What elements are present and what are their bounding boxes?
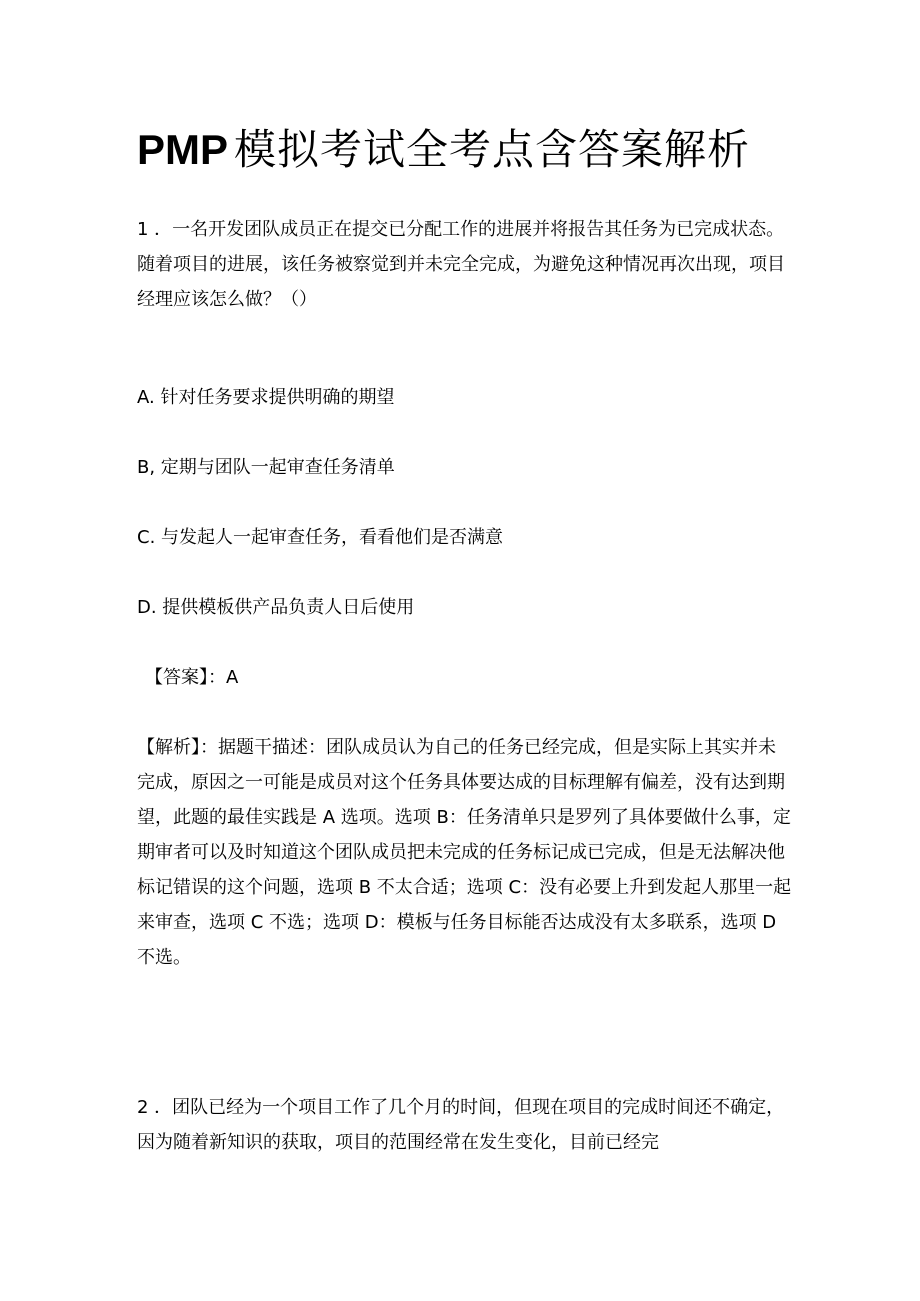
title-latin-part: PMP	[137, 126, 229, 173]
question-2-stem: 2 ．团队已经为一个项目工作了几个月的时间，但现在项目的完成时间还不确定，因为随着新知识的获取，项目的范围经常在发生变化，目前已经完	[137, 1097, 785, 1153]
question-1-option-a: A. 针对任务要求提供明确的期望	[137, 387, 395, 408]
page-title	[137, 120, 797, 180]
question-1-option-d: D. 提供模板供产品负责人日后使用	[137, 597, 415, 618]
question-1-option-b: B, 定期与团队一起审查任务清单	[137, 457, 395, 478]
title-cjk-part: 模拟考试全考点含答案解析	[234, 125, 751, 174]
question-1-analysis: 【解析】：据题干描述：团队成员认为自己的任务已经完成，但是实际上其实并未完成，原因之一可能是成员对这个任务具体要达成的目标理解有偏差，没有达到期望，此题的最佳实践是 A 选项。选项 B：任务清单只是罗列了具体要做什么事，定期审者可以及时知道这个团队成员把未完成的任务标记成已完成，但是无法解决他标记错误的这个问题，选项 B 不太合适；选项 C：没有必要上升到发起人那里一起来审查，选项 C 不选；选项 D：模板与任务目标能否达成没有太多联系，选项 D 不选。	[137, 737, 792, 968]
question-1-option-c: C. 与发起人一起审查任务，看看他们是否满意	[137, 527, 504, 548]
question-1-stem: 1 ．一名开发团队成员正在提交已分配工作的进展并将报告其任务为已完成状态。随着项目的进展，该任务被察觉到并未完全完成，为避免这种情况再次出现，项目经理应该怎么做？（）	[137, 219, 785, 310]
question-1-answer: 【答案】：A	[145, 667, 239, 688]
